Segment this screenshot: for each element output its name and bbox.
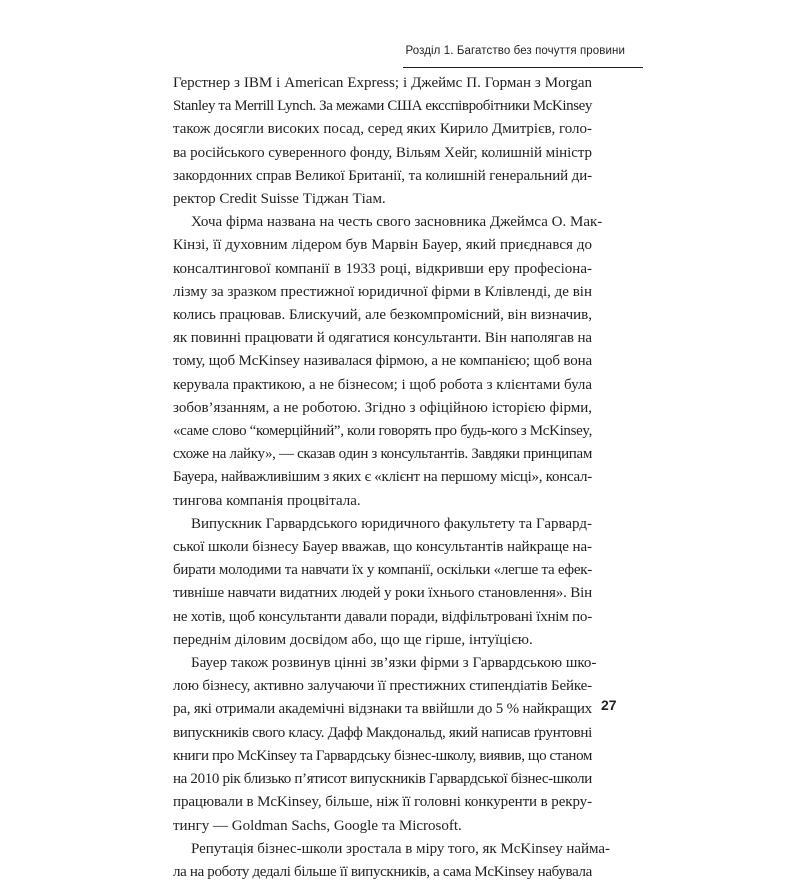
text-line: випускників свого класу. Дафф Макдональд, який написав ґрунтовні — [173, 724, 592, 741]
text-line: працювали в McKinsey, більше, ніж її головні конкуренти в рекру- — [173, 794, 592, 811]
text-line: тингова компанія процвітала. — [173, 492, 361, 509]
text-line: тивніше навчати видатних людей у роки їхнього становлення». Він — [173, 585, 592, 602]
text-line: керувала практикою, а не бізнесом; і щоб робота з клієнтами була — [173, 376, 592, 393]
text-line: як повинні працювати й одягатися консультанти. Він наполягав на — [173, 330, 592, 347]
text-line: зобов’язанням, а не роботою. Згідно з офіційною історією фірми, — [173, 399, 592, 416]
text-line: Репутація бізнес-школи зростала в міру того, як McKinsey найма- — [191, 840, 610, 857]
text-line: «саме слово “комерційний”, коли говорять про будь-кого з McKinsey, — [173, 423, 592, 440]
text-line: Хоча фірма названа на честь свого засновника Джеймса О. Мак- — [191, 214, 603, 231]
text-line: схоже на лайку», — сказав один з консультантів. Завдяки принципам — [173, 446, 592, 463]
text-line: ла на роботу дедалі більше її випускників, а сама McKinsey набувала — [173, 863, 592, 880]
text-line: колись працював. Блискучий, але безкомпромісний, він визначив, — [173, 307, 592, 324]
text-line: Stanley та Merrill Lynch. За межами США ексспівробітники McKinsey — [173, 98, 592, 115]
text-line: також досягли високих посад, серед яких Кирило Дмитрієв, голо- — [173, 121, 592, 138]
text-line: ректор Credit Suisse Тіджан Тіам. — [173, 191, 386, 208]
text-line: ра, які отримали академічні відзнаки та ввійшли до 5 % найкращих — [173, 701, 592, 718]
text-line: лізму за зразком престижної юридичної фірми в Клівленді, де він — [173, 283, 592, 300]
text-line: Кінзі, її духовним лідером був Марвін Бауер, який приєднався до — [173, 237, 592, 254]
text-line: Герстнер з IBM і American Express; і Джеймс П. Горман з Morgan — [173, 75, 592, 91]
page-number: 27 — [601, 697, 617, 713]
text-line: ва російського суверенного фонду, Вільям Хейг, колишній міністр — [173, 144, 592, 161]
paragraph-5 — [173, 838, 610, 884]
text-line: на 2010 рік близько п’ятисот випускників Гарвардської бізнес-школи — [173, 771, 592, 788]
text-line: ської школи бізнесу Бауер вважав, що консультантів найкраще на- — [173, 539, 592, 556]
paragraph-1 — [173, 72, 592, 211]
text-line: тингу — Goldman Sachs, Google та Microsoft. — [173, 817, 462, 834]
text-line: Бауер також розвинув цінні зв’язки фірми з Гарвардською шко- — [191, 655, 597, 672]
paragraph-3 — [173, 513, 592, 652]
text-line: Випускник Гарвардського юридичного факультету та Гарвард- — [191, 515, 592, 532]
running-header: Розділ 1. Багатство без почуття провини — [405, 45, 625, 57]
text-line: книги про McKinsey та Гарвардську бізнес-школу, виявив, що станом — [173, 747, 592, 764]
text-line: тому, щоб McKinsey називалася фірмою, а не компанією; щоб вона — [173, 353, 593, 370]
paragraph-4 — [173, 652, 597, 838]
text-line: не хотів, щоб консультанти давали поради, відфільтровані їхнім по- — [173, 608, 592, 625]
text-line: консалтингової компанії в 1933 році, відкривши еру професіона- — [173, 260, 592, 277]
text-line: переднім діловим досвідом або, що ще гірше, інтуїцією. — [173, 631, 533, 648]
text-line: закордонних справ Великої Британії, та колишній генеральний ди- — [173, 167, 592, 184]
text-line: Бауера, найважливішим з яких є «клієнт на першому місці», консал- — [173, 469, 592, 486]
paragraph-2 — [173, 211, 603, 513]
header-rule — [403, 67, 643, 68]
text-line: лою бізнесу, активно залучаючи її престижних стипендіатів Бейке- — [173, 678, 592, 695]
text-line: бирати молодими та навчати їх у компанії, оскільки «легше та ефек- — [173, 562, 592, 579]
